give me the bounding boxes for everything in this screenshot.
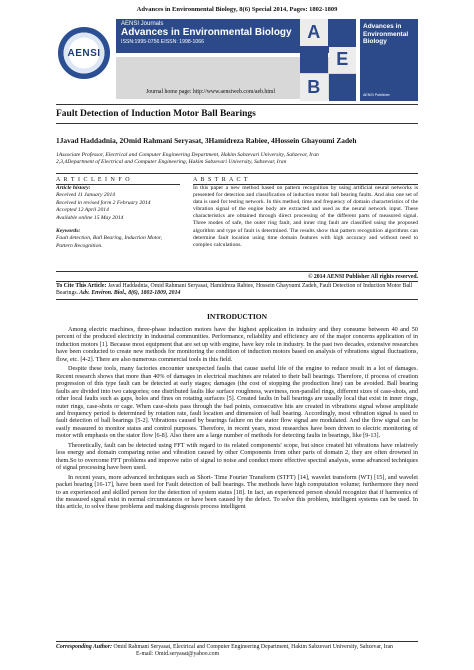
citation-journal: Adv. Environ. Biol., 8(6), 1802-1809, 2014 xyxy=(78,290,181,297)
article-info xyxy=(56,185,180,250)
affiliation-1: 1Associate Professor, Electrical and Computer Engineering Department, Hakim Sabzevari University, Sabzevar, Iran xyxy=(56,152,319,158)
aeb-tile: E xyxy=(329,47,357,74)
aensi-seal-logo xyxy=(58,27,110,79)
aeb-logo-tiles xyxy=(300,19,356,101)
citation-text: Javad Haddadnia, Omid Rahmani Seryasat, Hamidreza Rabiee, Hossein Ghayoumi Zadeh, Fault Detection of Induction Motor Ball Bearings. xyxy=(56,283,413,297)
divider xyxy=(56,299,418,300)
history-revised: Received in revised form 2 February 2014 xyxy=(56,199,151,206)
divider xyxy=(56,281,418,282)
keywords-label: Keywords: xyxy=(56,228,81,235)
citation-label: To Cite This Article: xyxy=(56,283,107,289)
seal-text: AENSI xyxy=(67,47,101,59)
publisher-name: AENSI Journals xyxy=(121,21,164,27)
abstract-heading: A B S T R A C T xyxy=(193,177,249,183)
aeb-tile: A xyxy=(300,19,328,46)
divider xyxy=(56,641,418,642)
divider xyxy=(56,104,418,105)
journal-banner xyxy=(56,17,418,103)
history-label: Article history: xyxy=(56,185,91,191)
aeb-tile: B xyxy=(300,74,328,101)
journal-cover-thumbnail xyxy=(360,19,418,101)
aeb-tile xyxy=(329,19,357,46)
divider xyxy=(56,173,418,174)
keywords: Fault detection, Ball Bearing, Induction Motor, Pattern Recognition. xyxy=(56,235,162,249)
journal-seal-area xyxy=(56,17,112,103)
body-paragraph: Among electric machines, three-phase induction motors have the highest application in industry and they consume between 40 and 50 percent of the produced electricity in industrial communities. Performance, reliability and efficiency are of the major concerns application of in induction motors [1]. Because most equipment that are set up with engine, have key role in industry. In the past two decades, extensive researches have been conducted to create new methods for monitoring the condition of induction motors based on analysis of vibrations signal fluctuations, flow, etc. [4-2]. There are also numerous commercial tools in this field. xyxy=(56,326,418,363)
corresponding-label: Corresponding Author: xyxy=(56,644,113,650)
history-received: Received 11 January 2014 xyxy=(56,192,116,199)
article-info-heading: A R T I C L E I N F O xyxy=(56,177,131,183)
journal-name: Advances in Environmental Biology xyxy=(121,27,292,38)
journal-homepage-link[interactable]: Journal home page: http://www.aensiweb.com/aeb.html xyxy=(146,89,276,95)
article-title: Fault Detection of Induction Motor Ball Bearings xyxy=(56,109,256,119)
journal-issn: ISSN:1995-0756 EISSN: 1998-1066 xyxy=(121,39,205,45)
running-head: Advances in Environmental Biology, 8(6) Special 2014, Pages: 1802-1809 xyxy=(136,6,338,13)
body-paragraph: In recent years, more advanced techniques such as Short- Time Fourier Transform (STFT) [14], wavelet transform (WT) [15], and wavelet packet bearing [16-17], have been used for Fault detection of ball bearings. The methods have high computation volume; furthermore they need to an experienced and skilled person for the detection of system status [18]. In fact, an experienced person should recognize that if harmonics of the measured signal exist in normal circumstances or have been caused by the defect. To solve this problem, intelligent systems can be used. In this article, to solve these problems and making diagnosis process intelligent xyxy=(56,473,418,511)
divider xyxy=(56,123,418,124)
article-authors: 1Javad Haddadnia, 2Omid Rahmani Seryasat, 3Hamidreza Rabiee, 4Hossein Ghayoumi Zadeh xyxy=(56,136,357,145)
divider xyxy=(56,271,418,272)
body-paragraph: Theoretically, fault can be detected using FFT with regard to its related components' scope, but since created hit vibrations have relatively less energy and domain comparing noise and vibration caused by other Components from other parts of domain 2, they are often drowned in them.So to overcome FFT problems and improve ratio of signal to noise and conduct more effective spectral analysis, some advanced techniques of signal processing have been used. xyxy=(56,441,418,472)
copyright-notice: © 2014 AENSI Publisher All rights reserved. xyxy=(308,274,418,280)
abstract-text: In this paper a new method based on pattern recognition by using artificial neural networks is presented for detection and classification of induction motor ball bearing faults. And also one set of data is used for testing network. In this method, time and frequency of domain characteristics of the vibration signal of the engine body are extracted and used as the neural network input. These characteristics are obtained through direct processing of the different parts of measured signal. Three modes of safe, the outer ring fault, and inner ring fault are classified using the proposed algorithm and type of fault is determined. The results show that pattern recognition algorithms can determine fault location using time domain features with high accuracy and without need to complex calculations. xyxy=(193,185,418,248)
history-accepted: Accepted 12 April 2014 xyxy=(56,207,109,214)
corresponding-author xyxy=(56,644,418,658)
introduction-body xyxy=(56,326,418,513)
body-paragraph: Despite these tools, many factories encounter unexpected faults that cause useful life of the engine to reduce result in a lot of damages. Recent research shows that more than 40% of damages in electrical machines are related to their ball bearings. Therefore, if process of creation progression of this type fault can be detected at early stages; damages (the cost of stopping the production line) can be avoided. Ball bearing faults are divided into two categories; one distributed faults like surface roughness, waviness, non-parallel rings, different sizes of case-shots, and other local faults such as gaps, holes and fines on rotating surfaces [5]. Created faults in ball bearings are usually local that exist in inner rings, outer rings, case-shots or cage. When case-shots pass through the bad points, consecutive hits are created in vibrations signal whose amplitude and frequency period is determined by rotation rate, fault location and dimension of ball bearing. Accordingly, most vibration signal is used to fault detection of ball bearings [5-2]. Vibrations caused by bearings failure on the stator flow signal are modulated. And the flow signal can be easily measured to monitor status and control purposes. Therefore, in recent years, most researches have been driven to electric monitoring of motor with emphasis on the stator flow [6-8]. Also there are a large number of methods for detecting faults in bearings, like [9-13]. xyxy=(56,365,418,440)
corresponding-text: Omid Rahmani Seryasat, Electrical and Computer Engineering Department, Hakim Sabzevari University, Sabzevar, Iran xyxy=(112,644,393,650)
introduction-heading: INTRODUCTION xyxy=(206,312,267,321)
aeb-tile xyxy=(329,74,357,101)
affiliation-2: 2,3,4Department of Electrical and Computer Engineering, Hakim Sabzevari University, Sabzevar, Iran xyxy=(56,159,287,165)
citation-block xyxy=(56,283,418,297)
history-online: Available online 15 May 2014 xyxy=(56,214,124,221)
cover-title: Advances in Environmental Biology xyxy=(363,23,409,45)
corresponding-email[interactable]: E-mail: Omid.seryasat@yahoo.com xyxy=(136,651,220,657)
aeb-tile xyxy=(300,47,328,74)
cover-footer: AENSI Publisher xyxy=(363,93,390,97)
